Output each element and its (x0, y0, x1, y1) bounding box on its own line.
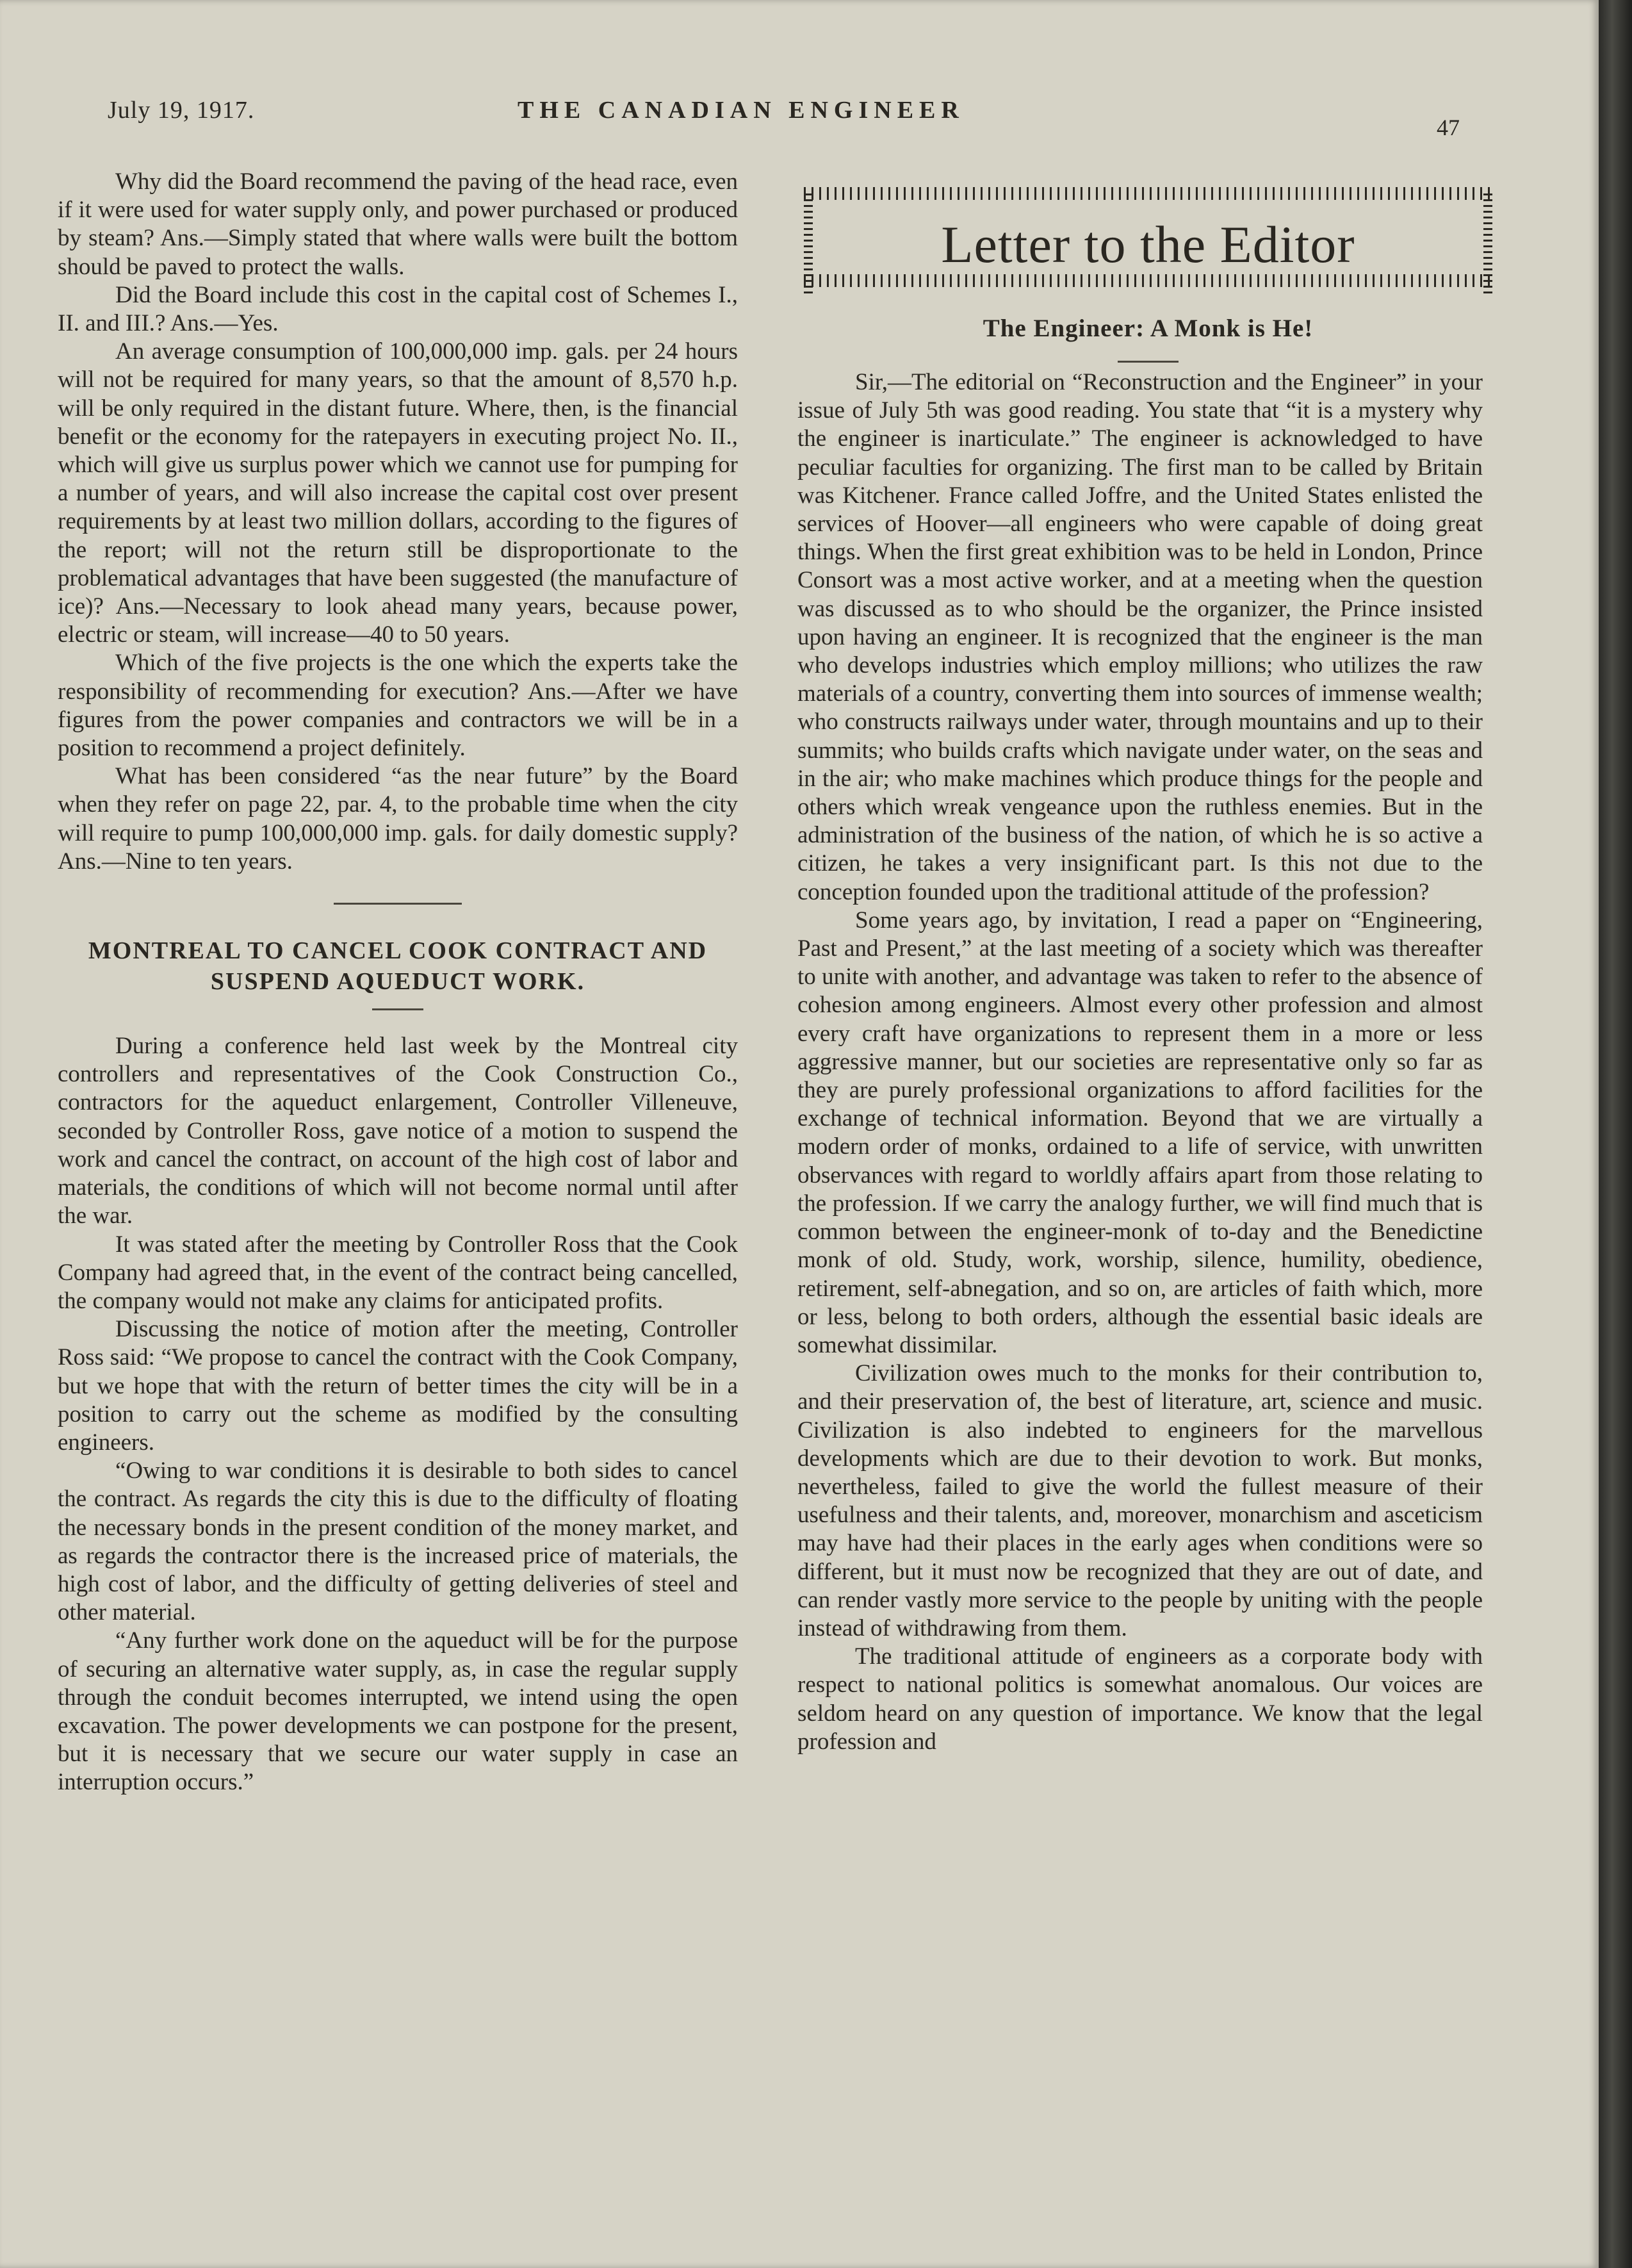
letter-paragraph: Civilization owes much to the monks for their contribution to, and their preservation of, the best of literature, art, science and music. Civilization is also indebted to engineers for the marvellous developments which are due to their devotion to work. But monks, nevertheless, failed to give the world the fullest measure of their usefulness and their talents, and, moreover, monarchism and asceticism may have had their places in the early ages when conditions were so different, but it must now be recognized that they are out of date, and can render vastly more service to the people by uniting with the people instead of withdrawing from them. (797, 1360, 1483, 1641)
article-title (58, 935, 738, 997)
journal-title: THE CANADIAN ENGINEER (518, 97, 965, 124)
letter-paragraph: Sir,—The editorial on “Reconstruction and the Engineer” in your issue of July 5th was good reading. You state that “it is a mystery why the engineer is inarticulate.” The engineer is acknowledged to have peculiar faculties for organizing. The first man to be called by Britain was Kitchener. France called Joffre, and the United States enlisted the services of Hoover—all engineers who were capable of doing great things. When the first great exhibition was to be held in London, Prince Consort was a most active worker, and at a meeting when the question was discussed as to who should be the organizer, the Prince insisted upon having an engineer. It is recognized that the engineer is the man who develops industries which employ millions; who utilizes the raw materials of a country, converting them into sources of immense wealth; who constructs railways under water, through mountains and up to their summits; who builds crafts which navigate under water, on the seas and in the air; who make machines which produce things for the people and others which wreak vengeance upon the ruthless enemies. But in the administration of the business of the nation, of which he is so active a citizen, he takes a very insignificant part. Is this not due to the conception founded upon the traditional attitude of the profession? (797, 369, 1483, 905)
banner-title: Letter to the Editor (941, 215, 1355, 274)
letter-banner (804, 173, 1492, 301)
qa-paragraph: What has been considered “as the near future” by the Board when they refer on page 22, par. 4, to the probable time when the city will require to pump 100,000,000 imp. gals. for daily domestic supply? Ans.—Nine to ten years. (58, 763, 738, 875)
article-paragraph: “Owing to war conditions it is desirable to both sides to cancel the contract. As regards the city this is due to the difficulty of floating the necessary bonds in the present condition of the money market, and as regards the contractor there is the increased price of materials, the high cost of labor, and the difficulty of getting deliveries of steel and other material. (58, 1458, 738, 1626)
article-paragraph: It was stated after the meeting by Controller Ross that the Cook Company had agreed that, in the event of the contract being cancelled, the company would not make any claims for anticipated profits. (58, 1231, 738, 1314)
qa-paragraph: Why did the Board recommend the paving of the head race, even if it were used for water supply only, and power purchased or produced by steam? Ans.—Simply stated that where walls were built the bottom should be paved to protect the walls. (58, 168, 738, 280)
letter-paragraph: Some years ago, by invitation, I read a paper on “Engineering, Past and Present,” at the last meeting of a society which was thereafter to unite with another, and advantage was taken to refer to the absence of cohesion among engineers. Almost every other profession and almost every craft have organizations to represent them in a more or less aggressive manner, but our societies are representative only so far as they are purely professional organizations to afford facilities for the exchange of technical information. Beyond that we are virtually a modern order of monks, ordained to a life of service, with unwritten observances with regard to worldly affairs apart from those relating to the profession. If we carry the analogy further, we will find much that is common between the engineer-monk of to-day and the Benedictine monk of old. Study, work, worship, silence, humility, obedience, retirement, self-abnegation, and so on, are articles of faith which, more or less, belong to both orders, although the essential basic ideals are somewhat dissimilar. (797, 907, 1483, 1358)
article-title-line-1: MONTREAL TO CANCEL COOK CONTRACT AND (88, 937, 708, 965)
issue-date: July 19, 1917. (108, 97, 255, 124)
article-title-line-2: SUSPEND AQUEDUCT WORK. (210, 968, 585, 996)
letter-title: The Engineer: A Monk is He! (983, 315, 1314, 342)
letter-title-divider (1118, 361, 1179, 363)
page-number: 47 (1437, 115, 1460, 140)
right-column (797, 368, 1483, 1756)
title-divider (372, 1008, 423, 1010)
binding-spine (1599, 0, 1632, 2268)
left-column (58, 168, 738, 1797)
section-divider (334, 903, 462, 905)
letter-paragraph: The traditional attitude of engineers as a corporate body with respect to national politics is somewhat anomalous. Our voices are seldom heard on any question of importance. We know that the legal profession and (797, 1643, 1483, 1755)
qa-paragraph: Which of the five projects is the one which the experts take the responsibility of recommending for execution? Ans.—After we have figures from the power companies and contractors we will be in a position to recommend a project definitely. (58, 650, 738, 762)
qa-paragraph: Did the Board include this cost in the capital cost of Schemes I., II. and III.? Ans.—Yes. (58, 281, 738, 337)
running-header (108, 96, 1460, 140)
article-paragraph: Discussing the notice of motion after the meeting, Controller Ross said: “We propose to cancel the contract with the Cook Company, but we hope that with the return of better times the city will be in a position to carry out the scheme as modified by the consulting engineers. (58, 1316, 738, 1456)
qa-paragraph: An average consumption of 100,000,000 imp. gals. per 24 hours will not be required for many years, so that the amount of 8,570 h.p. will be only required in the distant future. Where, then, is the financial benefit or the economy for the ratepayers in executing project No. II., which will give us surplus power which we cannot use for pumping for a number of years, and will also increase the capital cost over present requirements by at least two million dollars, according to the figures of the report; will not the return still be disproportionate to the problematical advantages that have been suggested (the manufacture of ice)? Ans.—Necessary to look ahead many years, because power, electric or steam, will increase—40 to 50 years. (58, 338, 738, 648)
article-paragraph: During a conference held last week by the Montreal city controllers and representatives of the Cook Construction Co., contractors for the aqueduct enlargement, Controller Villeneuve, seconded by Controller Ross, gave notice of a motion to suspend the work and cancel the contract, on account of the high cost of labor and materials, the conditions of which will not become normal until after the war. (58, 1033, 738, 1229)
article-paragraph: “Any further work done on the aqueduct will be for the purpose of securing an alternative water supply, as, in case the regular supply through the conduit becomes interrupted, we intend using the open excavation. The power developments we can postpone for the present, but it is necessary that we secure our water supply in case an interruption occurs.” (58, 1627, 738, 1796)
